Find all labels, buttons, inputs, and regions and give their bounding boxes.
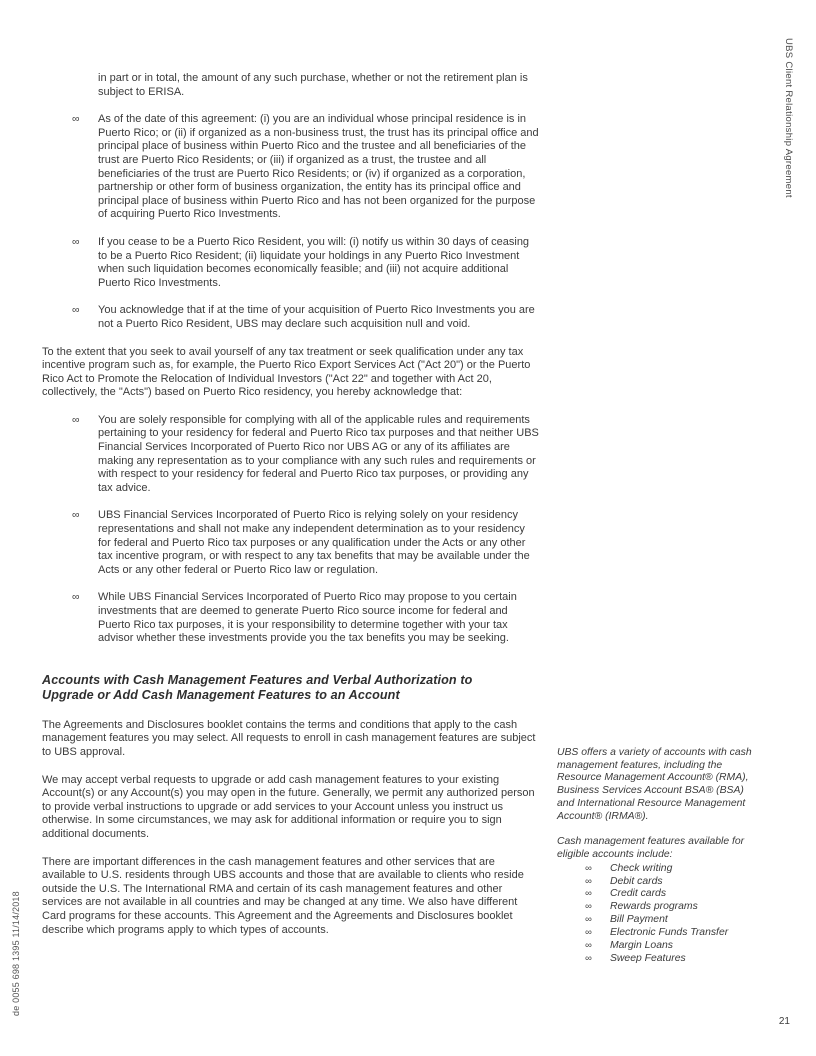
feature-item bbox=[557, 914, 762, 927]
feature-item bbox=[557, 940, 762, 953]
feature-item bbox=[557, 863, 762, 876]
section-heading-line1: Accounts with Cash Management Features and Verbal Authorization to bbox=[42, 672, 473, 687]
body-paragraph: We may accept verbal requests to upgrade or add cash management features to your existing Account(s) or any Account(s) you may open in the future. Generally, we permit any authorized person to provide verbal instructions to upgrade or add services to your Account unless you instruct us otherwise. In some circumstances, we may ask for additional information or require you to sign additional documents. bbox=[42, 773, 535, 840]
list-item-text: You are solely responsible for complying with all of the applicable rules and requirements pertaining to your residency for federal and Puerto Rico tax purposes and that neither UBS Financial Services Incorporated of Puerto Rico nor UBS AG or any of its affiliates are making any representation as to your compliance with any such rules and requirements or with respect to your residency for federal and Puerto Rico tax purposes, or providing any tax advice. bbox=[98, 413, 539, 494]
sidebar-note: Cash management features available for eligible accounts include: bbox=[557, 836, 745, 860]
infinity-bullet-icon: ∞ bbox=[72, 591, 80, 604]
section-heading-line2: Upgrade or Add Cash Management Features to an Account bbox=[42, 688, 400, 703]
infinity-bullet-icon: ∞ bbox=[72, 304, 80, 317]
spine-title-right: UBS Client Relationship Agreement bbox=[783, 38, 794, 198]
feature-item-text: Check writing bbox=[610, 862, 673, 874]
sidebar-note: UBS offers a variety of accounts with cash management features, including the Resource Management Account® (RMA), Business Services Account BSA® (BSA) and International Resource Management Account® (IRMA®). bbox=[557, 747, 752, 822]
list-item bbox=[42, 304, 540, 331]
feature-item bbox=[557, 927, 762, 940]
print-code-left: de 0055 698 1395 11/14/2018 bbox=[11, 891, 21, 1016]
body-paragraph: There are important differences in the cash management features and other services that are available to U.S. residents through UBS accounts and those that are available to clients who reside outside the U.S. The International RMA and certain of its cash management features and other services are not available in all countries and may be changed at any time. We also have different Card programs for these accounts. This Agreement and the Agreements and Disclosures booklet describe which programs apply to which types of accounts. bbox=[42, 855, 524, 936]
infinity-bullet-icon: ∞ bbox=[72, 413, 80, 426]
infinity-bullet-icon: ∞ bbox=[585, 927, 592, 939]
infinity-bullet-icon: ∞ bbox=[72, 113, 80, 126]
feature-item bbox=[557, 876, 762, 889]
feature-item-text: Sweep Features bbox=[610, 952, 686, 964]
infinity-bullet-icon: ∞ bbox=[585, 940, 592, 952]
infinity-bullet-icon: ∞ bbox=[585, 862, 592, 874]
feature-item-text: Rewards programs bbox=[610, 901, 698, 913]
body-paragraph: The Agreements and Disclosures booklet contains the terms and conditions that apply to the cash management features you may select. All requests to enroll in cash management features are subject to UBS approval. bbox=[42, 718, 536, 758]
infinity-bullet-icon: ∞ bbox=[585, 875, 592, 887]
infinity-bullet-icon: ∞ bbox=[72, 235, 80, 248]
list-item-text: As of the date of this agreement: (i) you are an individual whose principal residence is in Puerto Rico; or (ii) if organized as a non-business trust, the trust has its principal office and principal place of business within Puerto Rico and the trustee and all beneficiaries of the trust are Puerto Rico Residents; or (iii) if organized as a trust, the trustee and all beneficiaries of the trust are Puerto Rico Residents; or (iv) if organized as a corporation, partnership or other form of business organization, the entity has its principal office and principal place of business within Puerto Rico and has not been organized for the purpose of acquiring Puerto Rico Investments. bbox=[98, 113, 539, 221]
list-item bbox=[42, 414, 540, 496]
feature-item bbox=[557, 953, 762, 966]
list-item-text: While UBS Financial Services Incorporated of Puerto Rico may propose to you certain investments that are deemed to generate Puerto Rico source income for federal and Puerto Rico tax purposes, it is your responsibility to determine together with your tax advisor whether these investments provide you the tax benefits you may be seeking. bbox=[98, 591, 517, 645]
infinity-bullet-icon: ∞ bbox=[585, 888, 592, 900]
tax-bullet-list bbox=[42, 414, 540, 646]
page-number: 21 bbox=[778, 1016, 790, 1027]
list-item-text: UBS Financial Services Incorporated of Puerto Rico is relying solely on your residency representations and shall not make any independent determination as to your residency for federal and Puerto Rico tax purposes or any qualification under the Acts or any other tax incentive program, or with respect to any tax benefits that may be available under the Acts or any other federal or Puerto Rico law or regulation. bbox=[98, 509, 530, 576]
list-item bbox=[42, 236, 540, 290]
infinity-bullet-icon: ∞ bbox=[585, 901, 592, 913]
sidebar-notes bbox=[557, 747, 762, 966]
feature-item-text: Debit cards bbox=[610, 875, 663, 887]
body-paragraph: in part or in total, the amount of any such purchase, whether or not the retirement plan is subject to ERISA. bbox=[98, 72, 528, 98]
body-paragraph: To the extent that you seek to avail yourself of any tax treatment or seek qualification under any tax incentive program such as, for example, the Puerto Rico Export Services Act ("Act 20") or the Puerto Rico Act to Promote the Relocation of Individual Investors ("Act 22" and together with Act 20, collectively, the "Acts") based on Puerto Rico residency, you hereby acknowledge that: bbox=[42, 345, 531, 399]
list-item-text: If you cease to be a Puerto Rico Resident, you will: (i) notify us within 30 days of ceasing to be a Puerto Rico Resident; (ii) liquidate your holdings in any Puerto Rico Investment when such liquidation becomes economically feasible; and (iii) not acquire additional Puerto Rico Investments. bbox=[98, 235, 530, 289]
residency-bullet-list bbox=[42, 113, 540, 331]
list-item-text: You acknowledge that if at the time of your acquisition of Puerto Rico Investments you are not a Puerto Rico Resident, UBS may declare such acquisition null and void. bbox=[98, 304, 535, 330]
feature-item-text: Margin Loans bbox=[610, 940, 673, 952]
infinity-bullet-icon: ∞ bbox=[585, 914, 592, 926]
main-text-column bbox=[42, 72, 540, 951]
list-item bbox=[42, 591, 540, 645]
infinity-bullet-icon: ∞ bbox=[72, 509, 80, 522]
list-item bbox=[42, 113, 540, 222]
infinity-bullet-icon: ∞ bbox=[585, 952, 592, 964]
feature-item-text: Electronic Funds Transfer bbox=[610, 927, 729, 939]
feature-list bbox=[557, 863, 762, 966]
feature-item bbox=[557, 901, 762, 914]
feature-item-text: Credit cards bbox=[610, 888, 667, 900]
feature-item bbox=[557, 888, 762, 901]
feature-item-text: Bill Payment bbox=[610, 914, 668, 926]
list-item bbox=[42, 509, 540, 577]
section-heading bbox=[42, 673, 540, 704]
